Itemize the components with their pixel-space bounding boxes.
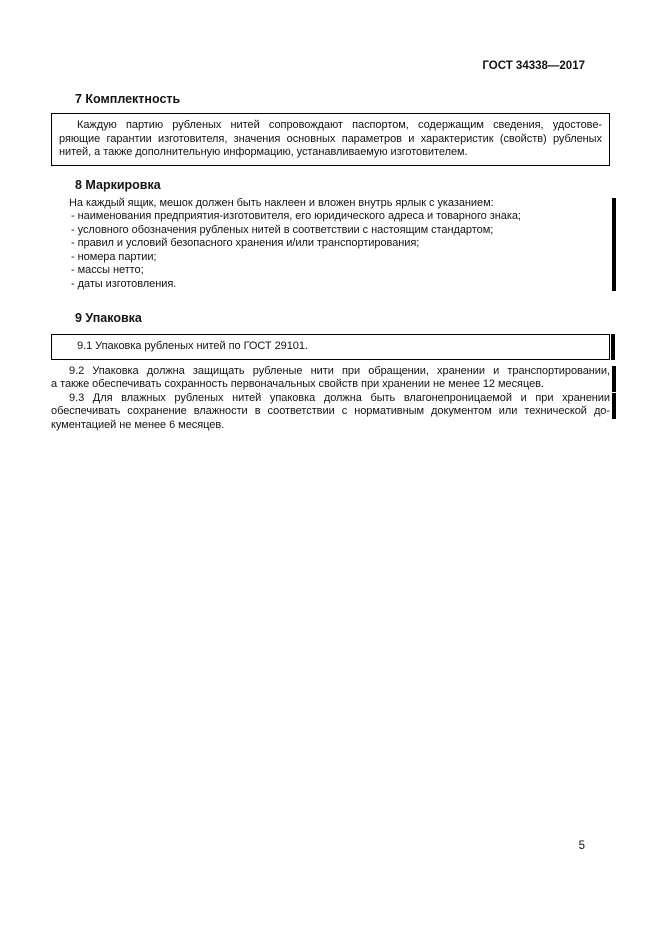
change-bar <box>612 366 616 392</box>
list-item: - массы нетто; <box>71 264 144 276</box>
paragraph-line: 9.2 Упаковка должна защищать рубленые нити при обращении, хранении и транспортировании, <box>69 364 610 377</box>
paragraph-line: 9.3 Для влажных рубленых нитей упаковка должна быть влагонепроницаемой и при хранении <box>69 391 610 404</box>
section8-body <box>51 197 610 292</box>
list-item: - даты изготовления. <box>71 277 177 290</box>
page-number: 5 <box>578 840 585 852</box>
list-item: - номера партии; <box>71 250 157 263</box>
clause-9-2 <box>51 365 610 392</box>
section9-heading: 9 Упаковка <box>75 311 142 325</box>
section7-box <box>51 113 610 166</box>
list-item: - условного обозначения рубленых нитей в соответствии с настоящим стандартом; <box>71 223 494 236</box>
document-content <box>51 0 610 432</box>
section7-heading: 7 Комплектность <box>75 92 181 106</box>
change-bar <box>612 198 616 292</box>
section8-intro: На каждый ящик, мешок должен быть наклеен и вложен внутрь ярлык с указанием: <box>69 196 494 209</box>
section9-box <box>51 334 610 360</box>
change-bar <box>611 334 615 360</box>
paragraph-line: нитей, а также дополнительную информацию, устанавливаемую изготовителем. <box>59 146 468 158</box>
change-bar <box>612 393 616 419</box>
paragraph-line: кументацией не менее 6 месяцев. <box>51 418 225 431</box>
paragraph-line: обеспечивать сохранение влажности в соответствии с нормативным документом или технической до- <box>51 405 610 417</box>
paragraph-line: ряющие гарантии изготовителя, значения основных параметров и характеристик (свойств) рубленых <box>59 132 602 145</box>
paragraph-line: Каждую партию рубленых нитей сопровождают паспортом, содержащим сведения, удостове- <box>77 119 602 131</box>
doc-header <box>51 60 610 73</box>
doc-code: ГОСТ 34338—2017 <box>482 60 585 72</box>
list-item: - наименования предприятия-изготовителя, его юридического адреса и товарного знака; <box>71 210 521 222</box>
clause-9-1: 9.1 Упаковка рубленых нитей по ГОСТ 29101. <box>77 340 308 352</box>
section8-heading: 8 Маркировка <box>75 177 161 192</box>
clause-9-3 <box>51 392 610 433</box>
paragraph-line: а также обеспечивать сохранность первоначальных свойств при хранении не менее 12 месяцев. <box>51 378 544 390</box>
list-item: - правил и условий безопасного хранения и/или транспортирования; <box>71 237 420 249</box>
